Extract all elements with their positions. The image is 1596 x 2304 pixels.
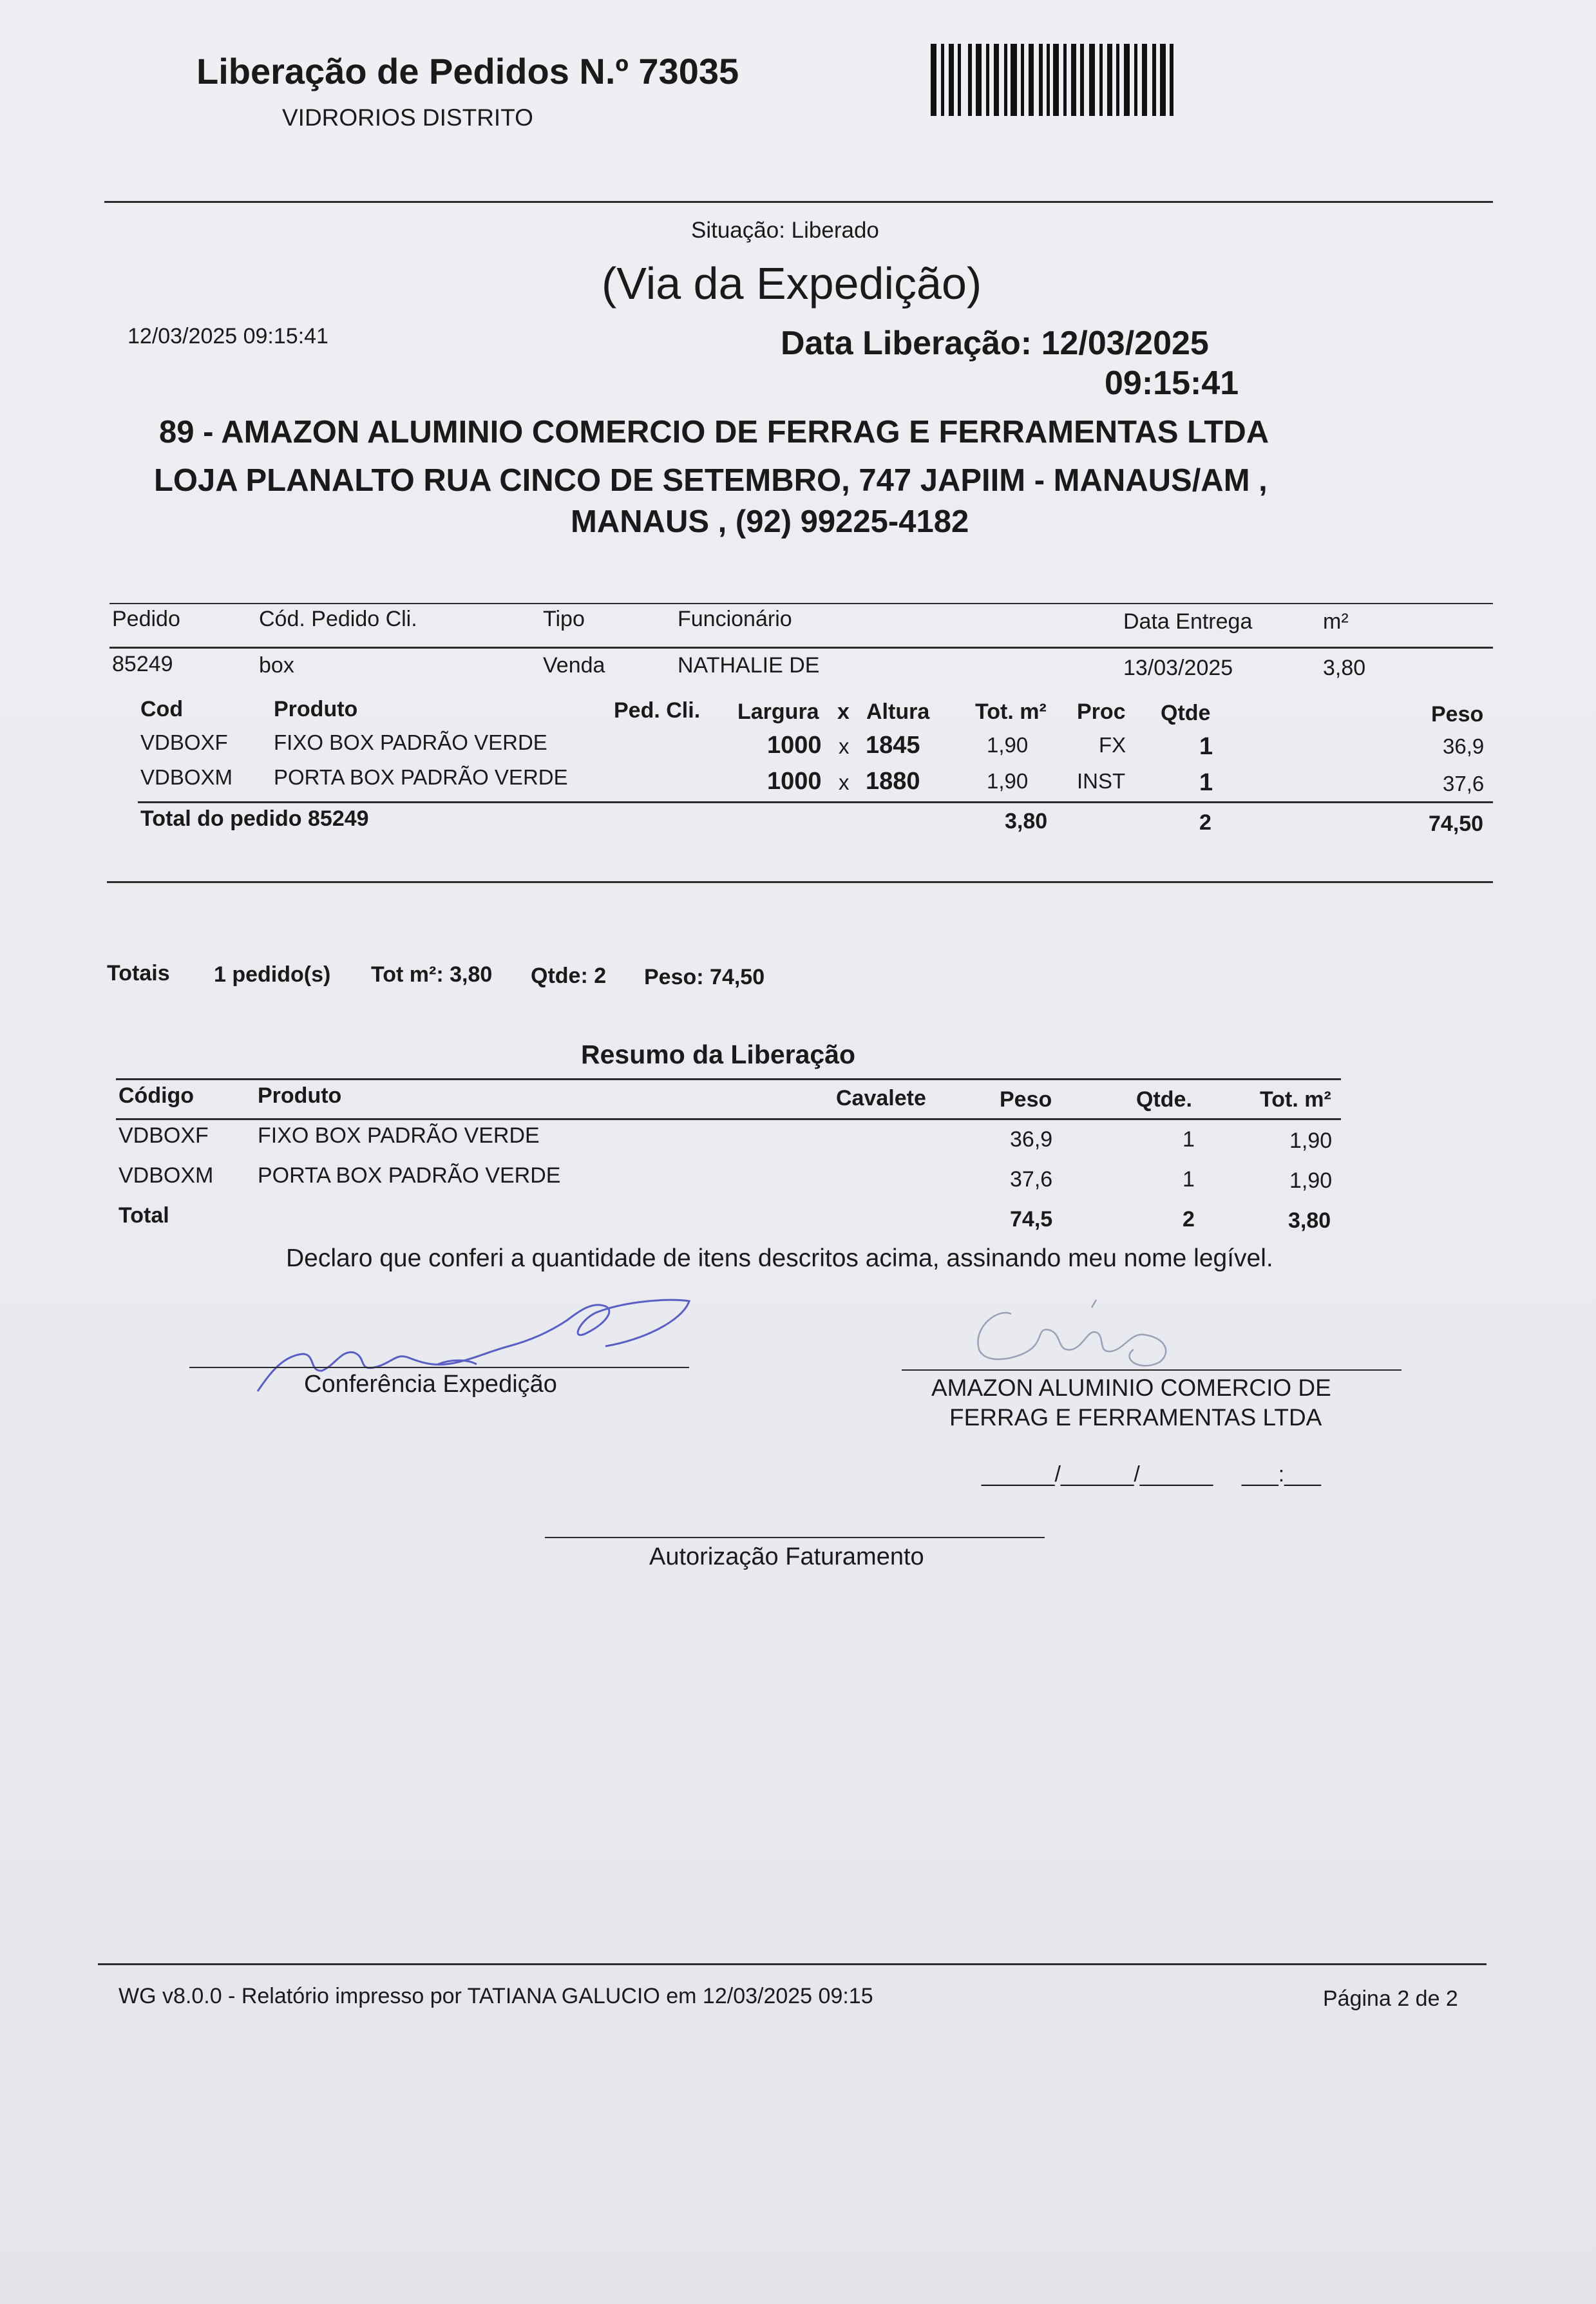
item-row-2-tot-m2: 1,90 <box>987 769 1029 793</box>
order-data-entrega: 13/03/2025 <box>1123 656 1233 680</box>
client-name: 89 - AMAZON ALUMINIO COMERCIO DE FERRAG E FERRAMENTAS LTDA <box>159 415 1269 450</box>
items-total-qtde: 2 <box>1199 810 1211 835</box>
totais-pedidos: 1 pedido(s) <box>214 962 331 987</box>
item-row-1-proc: FX <box>1099 733 1126 757</box>
barcode-image <box>931 44 1175 116</box>
resumo-header-peso: Peso <box>1000 1087 1052 1112</box>
branch-name: VIDRORIOS DISTRITO <box>282 104 533 131</box>
client-address: LOJA PLANALTO RUA CINCO DE SETEMBRO, 747 JAPIIM - MANAUS/AM , <box>154 463 1268 498</box>
resumo-header-qtde: Qtde. <box>1136 1087 1192 1112</box>
signature-line-conferencia <box>189 1367 689 1368</box>
resumo-total-tot-m2: 3,80 <box>1288 1208 1331 1233</box>
situacao-label: Situação: Liberado <box>691 218 879 243</box>
item-header-largura: Largura <box>737 700 819 724</box>
item-row-2-proc: INST <box>1077 769 1126 793</box>
col-header-cod-pedido-cli: Cód. Pedido Cli. <box>259 607 417 631</box>
resumo-header-tot-m2: Tot. m² <box>1260 1087 1331 1112</box>
items-total-line <box>138 801 1493 803</box>
item-row-1-altura: 1845 <box>866 732 920 759</box>
resumo-header-produto: Produto <box>258 1083 342 1108</box>
footer-page-number: Página 2 de 2 <box>1323 1986 1458 2011</box>
order-tipo: Venda <box>543 653 605 678</box>
date-blank: ______/______/______ <box>982 1462 1213 1487</box>
order-table-header-line <box>109 647 1493 649</box>
col-header-pedido: Pedido <box>112 607 180 631</box>
item-header-ped-cli: Ped. Cli. <box>614 698 701 723</box>
totais-label: Totais <box>107 961 170 985</box>
company-signature-line2: FERRAG E FERRAMENTAS LTDA <box>949 1404 1322 1431</box>
resumo-total-peso: 74,5 <box>1010 1207 1053 1232</box>
order-pedido: 85249 <box>112 652 173 676</box>
resumo-row-1-codigo: VDBOXF <box>119 1123 209 1148</box>
item-row-1-cod: VDBOXF <box>140 730 228 754</box>
order-table-top-line <box>109 603 1493 604</box>
order-m2: 3,80 <box>1323 656 1366 680</box>
items-total-peso: 74,50 <box>1429 812 1484 836</box>
order-section-bottom-line <box>107 881 1493 883</box>
item-row-2-produto: PORTA BOX PADRÃO VERDE <box>274 765 568 789</box>
item-header-cod: Cod <box>140 697 184 721</box>
item-header-qtde: Qtde <box>1161 701 1211 725</box>
order-funcionario: NATHALIE DE <box>678 653 820 678</box>
item-row-1-produto: FIXO BOX PADRÃO VERDE <box>274 730 547 754</box>
item-header-x: x <box>837 700 850 724</box>
totais-tot-m2: Tot m²: 3,80 <box>371 962 493 987</box>
col-header-data-entrega: Data Entrega <box>1123 609 1253 634</box>
item-header-proc: Proc <box>1077 700 1126 724</box>
data-liberacao-time: 09:15:41 <box>1105 365 1239 402</box>
items-total-m2: 3,80 <box>1005 809 1048 833</box>
resumo-header-cavalete: Cavalete <box>836 1086 926 1110</box>
header-divider <box>104 201 1493 203</box>
resumo-row-2-qtde: 1 <box>1183 1167 1195 1192</box>
item-row-1-x: x <box>839 734 850 758</box>
item-row-1-peso: 36,9 <box>1443 734 1485 758</box>
resumo-top-line <box>116 1078 1341 1080</box>
col-header-tipo: Tipo <box>543 607 585 631</box>
resumo-title: Resumo da Liberação <box>581 1040 856 1069</box>
resumo-row-2-produto: PORTA BOX PADRÃO VERDE <box>258 1163 561 1188</box>
item-row-2-x: x <box>839 770 850 794</box>
resumo-row-1-produto: FIXO BOX PADRÃO VERDE <box>258 1123 540 1148</box>
items-total-label: Total do pedido 85249 <box>140 806 369 831</box>
company-signature-line1: AMAZON ALUMINIO COMERCIO DE <box>931 1375 1331 1401</box>
declaration-text: Declaro que conferi a quantidade de itens descritos acima, assinando meu nome legível. <box>286 1244 1273 1272</box>
item-row-2-peso: 37,6 <box>1443 772 1485 795</box>
item-row-2-cod: VDBOXM <box>140 765 233 789</box>
resumo-header-line <box>116 1118 1341 1120</box>
time-blank: ___:___ <box>1242 1462 1321 1487</box>
signature-company-image <box>960 1288 1192 1372</box>
resumo-total-qtde: 2 <box>1183 1207 1195 1232</box>
item-header-tot-m2: Tot. m² <box>975 700 1047 724</box>
signature-line-autorizacao <box>545 1537 1045 1538</box>
signature-line-company <box>902 1369 1401 1371</box>
resumo-total-label: Total <box>119 1203 169 1228</box>
document-title: Liberação de Pedidos N.º 73035 <box>196 51 739 91</box>
print-timestamp: 12/03/2025 09:15:41 <box>128 324 328 348</box>
resumo-row-2-peso: 37,6 <box>1010 1167 1053 1192</box>
conferencia-expedicao-label: Conferência Expedição <box>304 1371 557 1398</box>
item-row-1-qtde: 1 <box>1199 733 1213 760</box>
item-row-2-altura: 1880 <box>866 768 920 795</box>
resumo-row-2-tot-m2: 1,90 <box>1289 1168 1333 1193</box>
resumo-row-1-tot-m2: 1,90 <box>1289 1128 1333 1153</box>
order-cod-cli: box <box>259 653 294 678</box>
totais-qtde: Qtde: 2 <box>531 964 607 988</box>
data-liberacao-label: Data Liberação: 12/03/2025 <box>781 325 1209 362</box>
client-city-phone: MANAUS , (92) 99225-4182 <box>571 504 969 539</box>
resumo-row-1-qtde: 1 <box>1183 1127 1195 1152</box>
resumo-header-codigo: Código <box>119 1083 195 1108</box>
footer-print-info: WG v8.0.0 - Relatório impresso por TATIANA GALUCIO em 12/03/2025 09:15 <box>119 1984 873 2008</box>
item-row-1-largura: 1000 <box>767 732 822 759</box>
totais-peso: Peso: 74,50 <box>644 965 765 989</box>
resumo-row-1-peso: 36,9 <box>1010 1127 1053 1152</box>
item-header-produto: Produto <box>274 697 358 721</box>
item-row-1-tot-m2: 1,90 <box>987 733 1029 757</box>
via-label: (Via da Expedição) <box>602 258 982 309</box>
item-row-2-largura: 1000 <box>767 768 822 795</box>
col-header-funcionario: Funcionário <box>678 607 792 631</box>
autorizacao-faturamento-label: Autorização Faturamento <box>649 1543 924 1570</box>
item-header-altura: Altura <box>866 700 930 724</box>
footer-divider <box>98 1963 1487 1965</box>
col-header-m2: m² <box>1323 609 1349 634</box>
item-row-2-qtde: 1 <box>1199 769 1213 796</box>
item-header-peso: Peso <box>1431 702 1484 727</box>
resumo-row-2-codigo: VDBOXM <box>119 1163 214 1188</box>
